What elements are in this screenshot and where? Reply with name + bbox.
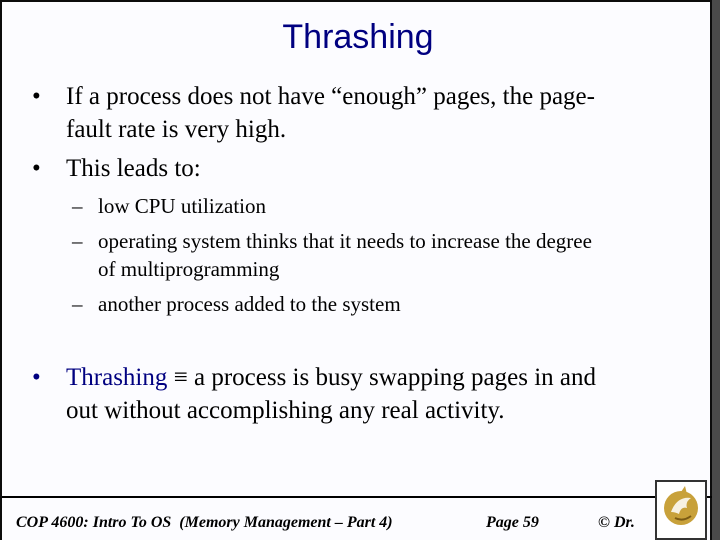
thrashing-definition [32,361,692,431]
thrashing-term: Thrashing [66,364,168,391]
equivalence-symbol: ≡ [173,364,188,391]
bullet-2 [32,152,692,186]
bullet-dot: • [32,155,41,182]
subbullet-1-line1: low CPU utilization [98,194,266,218]
subbullet-2 [72,227,692,283]
definition-line2: out without accomplishing any real activity. [66,397,505,424]
pegasus-logo-icon [657,482,705,538]
subbullet-1 [72,192,692,220]
university-logo [655,480,707,540]
slide-title: Thrashing [282,18,434,56]
footer-page: Page 59 [486,514,539,531]
footer-copyright: © Dr. [598,514,635,531]
bullet-1-line2: fault rate is very high. [66,116,287,143]
bullet-1 [32,80,692,150]
dash: – [72,292,83,316]
dash: – [72,194,83,218]
slide-footer [2,496,714,544]
definition-line1 [66,361,596,395]
subbullet-3-line1: another process added to the system [98,292,401,316]
dash: – [72,229,83,253]
subbullet-2-line1: operating system thinks that it needs to increase the degree [98,229,592,253]
bullet-dot: • [32,83,41,110]
subbullet-2-line2: of multiprogramming [98,257,280,281]
subbullet-3 [72,290,692,318]
definition-text: a process is busy swapping pages in and [187,364,596,391]
bullet-2-line1: This leads to: [66,155,201,182]
bullet-1-line1: If a process does not have “enough” pages, the page- [66,83,595,110]
footer-course: COP 4600: Intro To OS (Memory Management – Part 4) [16,514,393,531]
bullet-dot: • [32,364,41,391]
right-edge-strip [712,0,720,540]
